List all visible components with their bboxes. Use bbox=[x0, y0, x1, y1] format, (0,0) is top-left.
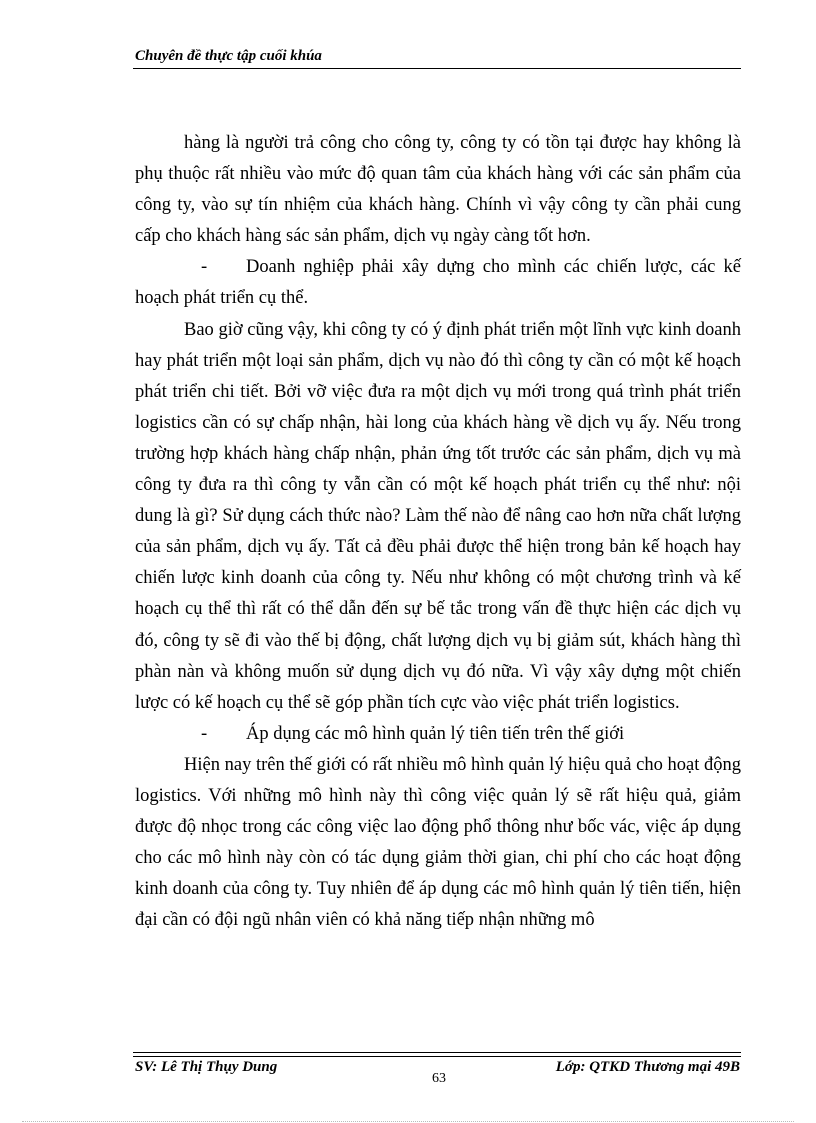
page-number: 63 bbox=[432, 1071, 446, 1086]
footer-divider bbox=[133, 1052, 741, 1053]
bullet-marker: - bbox=[201, 723, 208, 744]
bullet-item bbox=[135, 719, 741, 750]
paragraph: hàng là người trả công cho công ty, công ty có tồn tại được hay không là phụ thuộc rất nhiều vào mức độ quan tâm của khách hàng với các sản phẩm của công ty, vào sự tín nhiệm của khách hàng. Chính vì vậy công ty cần phải cung cấp cho khách hàng sác sản phẩm, dịch vụ ngày càng tốt hơn. bbox=[135, 133, 741, 247]
paragraph: Bao giờ cũng vậy, khi công ty có ý định phát triển một lĩnh vực kinh doanh hay phát triển một loại sản phẩm, dịch vụ nào đó thì công ty cần có một kế hoạch phát triển chi tiết. Bởi vỡ việc đưa ra một dịch vụ mới trong quá trình phát triển logistics cần có sự chấp nhận, hài long của khách hàng về dịch vụ ấy. Nếu trong trường hợp khách hàng chấp nhận, phản ứng tốt trước các sản phẩm, dịch vụ mà công ty đưa ra thì công ty vẫn cần có một kế hoạch phát triển cụ thể như: nội dung là gì? Sử dụng cách thức nào? Làm thế nào để nâng cao hơn nữa chất lượng của sản phẩm, dịch vụ ấy. Tất cả đều phải được thể hiện trong bản kế hoạch hay chiến lược kinh doanh của công ty. Nếu như không có một chương trình và kế hoạch cụ thể thì rất có thể dẫn đến sự bế tắc trong vấn đề thực hiện các dịch vụ đó, công ty sẽ đi vào thế bị động, chất lượng dịch vụ bị giảm sút, khách hàng thì phàn nàn và không muốn sử dụng dịch vụ đó nữa. Vì vậy xây dựng một chiến lược có kế hoạch cụ thể sẽ góp phần tích cực vào việc phát triển logistics. bbox=[135, 319, 741, 713]
header-divider bbox=[133, 68, 741, 69]
document-body bbox=[135, 128, 741, 936]
bullet-text: Doanh nghiệp phải xây dựng cho mình các chiến lược, các kế hoạch phát triển cụ thể. bbox=[135, 257, 741, 309]
bullet-marker: - bbox=[201, 257, 208, 278]
footer-student-name: SV: Lê Thị Thụy Dung bbox=[135, 1059, 278, 1075]
header-title: Chuyên đề thực tập cuối khúa bbox=[135, 48, 322, 64]
footer-class-name: Lớp: QTKD Thương mại 49B bbox=[555, 1059, 740, 1075]
page-bottom-border bbox=[22, 1121, 794, 1122]
paragraph: Hiện nay trên thế giới có rất nhiều mô hình quản lý hiệu quả cho hoạt động logistics. Với những mô hình này thì công việc quản lý sẽ rất hiệu quả, giảm được độ nhọc trong các công việc lao động phổ thông như bốc vác, việc áp dụng cho các mô hình này còn có tác dụng giảm thời gian, chi phí cho các hoạt động kinh doanh của công ty. Tuy nhiên để áp dụng các mô hình quản lý tiên tiến, hiện đại cần có đội ngũ nhân viên có khả năng tiếp nhận những mô bbox=[135, 754, 741, 931]
bullet-item bbox=[135, 252, 741, 314]
footer-divider-secondary bbox=[133, 1056, 741, 1057]
bullet-text: Áp dụng các mô hình quản lý tiên tiến trên thế giới bbox=[246, 723, 625, 744]
